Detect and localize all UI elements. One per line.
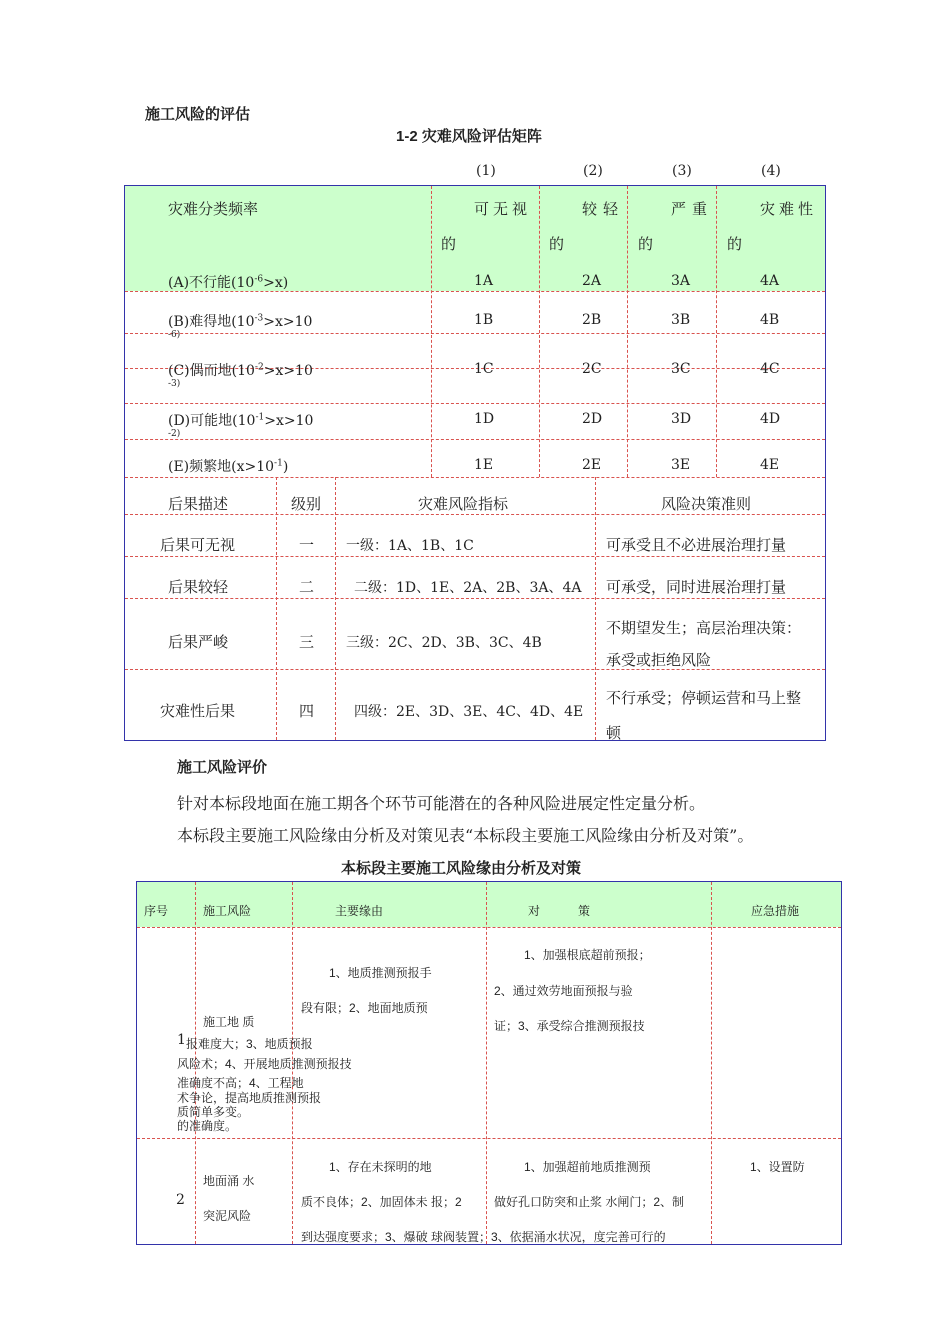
consequence-row-level: 三 — [299, 633, 315, 651]
row1-seq-fragment: 1 — [177, 1032, 186, 1048]
consequence-row-rule: 不行承受；停顿运营和马上整 — [606, 689, 802, 707]
consequence-header-level: 级别 — [291, 495, 322, 513]
row1-measure-line1: 1、加强根底超前预报； — [524, 948, 651, 962]
consequence-row-desc: 后果较轻 — [168, 578, 229, 596]
consequence-divider — [276, 477, 277, 740]
matrix-divider — [431, 186, 432, 477]
row1-mixed-line3: 准确度不高；4、工程地 — [177, 1076, 304, 1090]
matrix-divider — [125, 477, 825, 478]
col-number-1: (1) — [476, 163, 496, 179]
matrix-cell: 4A — [760, 273, 780, 289]
matrix-divider — [716, 186, 717, 477]
consequence-row-desc: 灾难性后果 — [160, 702, 236, 720]
matrix-title: 1-2 灾难风险评估矩阵 — [396, 128, 542, 145]
matrix-cell: 2A — [582, 273, 602, 289]
section-heading-risk-evaluation: 施工风险评价 — [177, 759, 268, 776]
matrix-cell: 2C — [582, 361, 602, 377]
matrix-cell: 2D — [582, 411, 603, 427]
table2-header-measure-a: 对 — [528, 904, 541, 918]
row1-mixed-line2: 风险术；4、开展地质推测预报技 — [177, 1057, 352, 1071]
matrix-cell: 1B — [474, 312, 494, 328]
row2-cause-line2: 质不良体；2、加固体未 报；2 — [301, 1195, 462, 1209]
table2-header-seq: 序号 — [144, 904, 169, 918]
row1-cause-line1: 1、地质推测预报手 — [329, 966, 432, 980]
consequence-row-level: 四 — [299, 702, 315, 720]
matrix-col-header-1: 可无视 — [474, 200, 532, 218]
table2-header-emergency: 应急措施 — [751, 904, 800, 918]
consequence-divider — [125, 598, 825, 599]
consequence-row-rule-wrap: 顿 — [606, 724, 622, 742]
row2-seq: 2 — [176, 1192, 185, 1208]
consequence-header-desc: 后果描述 — [168, 495, 229, 513]
matrix-cell: 3D — [671, 411, 692, 427]
consequence-row-rule: 可承受且不必进展治理打量 — [606, 536, 787, 554]
matrix-cell: 1A — [474, 273, 494, 289]
table2-header-risk: 施工风险 — [203, 904, 252, 918]
matrix-col-header-2: 较轻 — [582, 200, 625, 218]
matrix-cell: 4C — [760, 361, 780, 377]
matrix-row-label-c: (C)偶而地($10^{-2}>x>10$ — [168, 362, 313, 379]
matrix-col-header-3-wrap: 的 — [638, 235, 654, 253]
matrix-cell: 4D — [760, 411, 781, 427]
matrix-row-label-a: (A)不行能$(10^{-6}>x)$ — [168, 274, 289, 291]
consequence-row-rule: 可承受，同时进展治理打量 — [606, 578, 787, 596]
table2-header-measure-b: 策 — [578, 904, 591, 918]
table2-divider — [137, 927, 841, 928]
consequence-row-desc: 后果严峻 — [168, 633, 229, 651]
matrix-divider — [125, 439, 825, 440]
matrix-cell: 4B — [760, 312, 780, 328]
row1-mixed-line5: 质简单多变。 — [177, 1105, 250, 1119]
consequence-divider — [125, 669, 825, 670]
consequence-row-indicator: 二级：1D、1E、2A、2B、3A、4A — [354, 580, 582, 596]
col-number-3: (3) — [672, 163, 692, 179]
consequence-header-rule: 风险决策准则 — [661, 495, 752, 513]
matrix-row-label-e: (E)频繁地$(x>10^{-1})$ — [168, 458, 289, 475]
matrix-corner-label: 灾难分类频率 — [168, 200, 259, 218]
row1-measure-line3: 证；3、承受综合推测预报技 — [494, 1019, 645, 1033]
matrix-row-label-c-wrap: -3) — [168, 379, 181, 389]
matrix-cell: 2E — [582, 457, 602, 473]
table2-divider — [137, 1138, 841, 1139]
matrix-col-header-4: 灾难性 — [760, 200, 818, 218]
table2-title: 本标段主要施工风险缘由分析及对策 — [341, 860, 582, 877]
consequence-divider — [335, 477, 336, 740]
paragraph-1: 针对本标段地面在施工期各个环节可能潜在的各种风险进展定性定量分析。 — [177, 794, 706, 813]
matrix-cell: 4E — [760, 457, 780, 473]
matrix-divider — [627, 186, 628, 477]
consequence-header-indicator: 灾难风险指标 — [418, 495, 509, 513]
row2-risk-line2: 突泥风险 — [203, 1209, 252, 1223]
row1-mixed-line1: 报难度大；3、地质预报 — [186, 1037, 313, 1051]
consequence-row-indicator: 一级：1A、1B、1C — [346, 538, 474, 554]
matrix-row-label-b-wrap: -6) — [168, 330, 181, 340]
col-number-2: (2) — [583, 163, 603, 179]
matrix-cell: 2B — [582, 312, 602, 328]
row2-cause-line1: 1、存在未探明的地 — [329, 1160, 432, 1174]
row2-measure-line2: 做好孔口防突和止浆 水闸门；2、制 — [494, 1195, 685, 1209]
matrix-col-header-2-wrap: 的 — [549, 235, 565, 253]
row1-mixed-line4: 术争论，提高地质推测预报 — [177, 1091, 322, 1105]
consequence-divider — [595, 477, 596, 740]
table2-divider — [486, 882, 487, 1244]
matrix-cell: 3A — [671, 273, 691, 289]
row1-cause-line2: 段有限；2、地面地质预 — [301, 1001, 428, 1015]
consequence-divider — [125, 556, 825, 557]
row2-emergency-line1: 1、设置防 — [750, 1160, 805, 1174]
row1-measure-line2: 2、通过效劳地面预报与验 — [494, 984, 633, 998]
col-number-4: (4) — [761, 163, 781, 179]
consequence-row-rule-wrap: 承受或拒绝风险 — [606, 651, 712, 669]
matrix-cell: 3C — [671, 361, 691, 377]
matrix-cell: 1E — [474, 457, 494, 473]
table2-header-cause: 主要缘由 — [335, 904, 384, 918]
matrix-cell: 3B — [671, 312, 691, 328]
matrix-cell: 3E — [671, 457, 691, 473]
paragraph-2: 本标段主要施工风险缘由分析及对策见表“本标段主要施工风险缘由分析及对策”。 — [177, 826, 754, 845]
matrix-col-header-3: 严重 — [671, 200, 714, 218]
matrix-row-label-b: (B)难得地($10^{-3}>x>10$ — [168, 313, 313, 330]
matrix-col-header-1-wrap: 的 — [441, 235, 457, 253]
matrix-row-label-d-wrap: -2) — [168, 429, 181, 439]
matrix-divider — [125, 403, 825, 404]
row1-risk: 施工地 质 — [203, 1015, 255, 1029]
consequence-row-indicator: 四级：2E、3D、3E、4C、4D、4E — [354, 704, 584, 720]
table2-divider — [711, 882, 712, 1244]
consequence-row-rule: 不期望发生；高层治理决策： — [606, 619, 802, 637]
consequence-row-desc: 后果可无视 — [160, 536, 236, 554]
matrix-cell: 1C — [474, 361, 494, 377]
matrix-cell: 1D — [474, 411, 495, 427]
matrix-divider — [539, 186, 540, 477]
consequence-divider — [125, 514, 825, 515]
consequence-row-level: 二 — [299, 578, 315, 596]
consequence-row-level: 一 — [299, 536, 315, 554]
row2-measure-line1: 1、加强超前地质推测预 — [524, 1160, 651, 1174]
section-heading-risk-assessment: 施工风险的评估 — [145, 106, 251, 123]
matrix-row-label-d: (D)可能地($10^{-1}>x>10$ — [168, 412, 314, 429]
matrix-col-header-4-wrap: 的 — [727, 235, 743, 253]
row2-cause-line3: 到达强度要求；3、爆破 球阀装置；3、依据涌水状况，度完善可行的 — [301, 1230, 666, 1244]
matrix-divider — [125, 333, 825, 334]
consequence-row-indicator: 三级：2C、2D、3B、3C、4B — [346, 635, 542, 651]
row2-risk-line1: 地面涌 水 — [203, 1174, 255, 1188]
row1-mixed-line6: 的准确度。 — [177, 1119, 238, 1133]
